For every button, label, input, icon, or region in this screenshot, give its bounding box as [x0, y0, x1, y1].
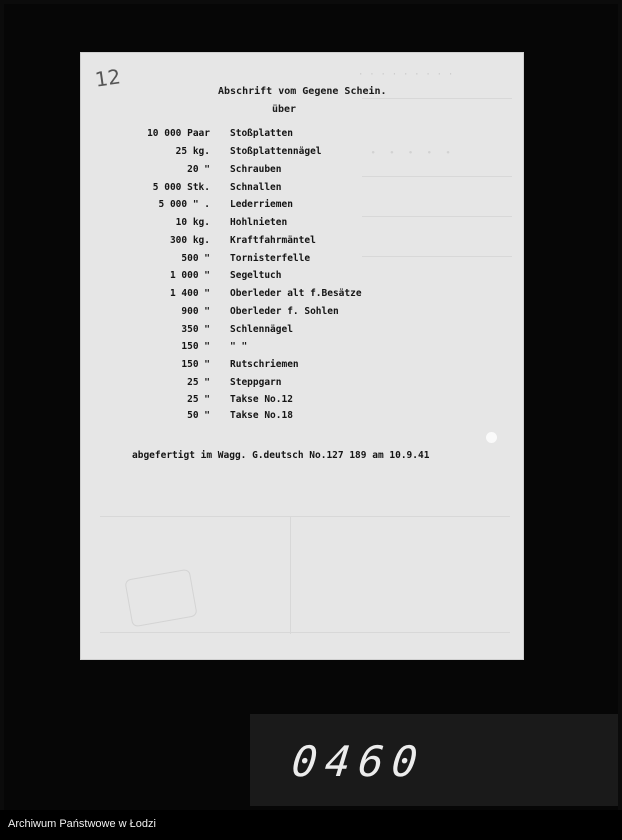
- archive-label: Archiwum Państwowe w Łodzi: [8, 818, 156, 830]
- item-name: Tornisterfelle: [230, 253, 311, 264]
- list-item: [0, 146, 622, 160]
- item-quantity: 900 ": [181, 306, 210, 317]
- list-item: [0, 359, 622, 373]
- item-quantity: 300 kg.: [169, 235, 210, 246]
- item-quantity: 25 kg.: [175, 146, 210, 157]
- list-item: [0, 199, 622, 213]
- list-item: [0, 253, 622, 267]
- item-name: Schnallen: [230, 182, 282, 193]
- list-item: [0, 128, 622, 142]
- list-item: [0, 377, 622, 391]
- item-name: Takse No.12: [230, 394, 293, 405]
- item-quantity: 10 kg.: [175, 217, 210, 228]
- item-name: Hohlnieten: [230, 217, 288, 228]
- punch-hole: [486, 432, 497, 443]
- item-quantity: 25 ": [187, 394, 210, 405]
- film-counter: 0460: [289, 737, 428, 786]
- item-name: Takse No.18: [230, 410, 293, 421]
- bleed-line: [100, 516, 510, 517]
- document-title: Abschrift vom Gegene Schein.: [218, 86, 387, 97]
- item-name: Segeltuch: [230, 270, 282, 281]
- list-item: [0, 235, 622, 249]
- item-quantity: 1 000 ": [169, 270, 210, 281]
- item-name: Stoßplattennägel: [230, 146, 322, 157]
- list-item: [0, 288, 622, 302]
- item-quantity: 20 ": [187, 164, 210, 175]
- document-page: [80, 52, 524, 660]
- item-quantity: 150 ": [181, 341, 210, 352]
- item-quantity: 150 ": [181, 359, 210, 370]
- document-subtitle: über: [272, 104, 297, 115]
- item-name: Lederriemen: [230, 199, 293, 210]
- dispatch-note: abgefertigt im Wagg. G.deutsch No.127 189 am 10.9.41: [132, 450, 430, 461]
- list-item: [0, 217, 622, 231]
- list-item: [0, 410, 622, 424]
- item-name: Rutschriemen: [230, 359, 299, 370]
- item-quantity: 350 ": [181, 324, 210, 335]
- bleed-line: [362, 98, 512, 99]
- list-item: [0, 270, 622, 284]
- item-name: Stoßplatten: [230, 128, 293, 139]
- item-quantity: 25 ": [187, 377, 210, 388]
- item-name: Schrauben: [230, 164, 282, 175]
- list-item: [0, 164, 622, 178]
- list-item: [0, 182, 622, 196]
- list-item: [0, 341, 622, 355]
- item-name: Schlennägel: [230, 324, 293, 335]
- item-quantity: 10 000 Paar: [147, 128, 210, 139]
- item-quantity: 5 000 " .: [158, 199, 210, 210]
- item-name: Oberleder f. Sohlen: [230, 306, 339, 317]
- bleed-line: [290, 516, 291, 634]
- bleed-through-heading: · · · · ·: [370, 140, 455, 164]
- item-quantity: 5 000 Stk.: [152, 182, 210, 193]
- item-quantity: 500 ": [181, 253, 210, 264]
- list-item: [0, 394, 622, 408]
- list-item: [0, 306, 622, 320]
- item-name: Kraftfahrmäntel: [230, 235, 316, 246]
- bleed-through-text: · · · · · · · · ·: [358, 70, 454, 80]
- page-number: 12: [93, 64, 122, 92]
- list-item: [0, 324, 622, 338]
- item-quantity: 1 400 ": [169, 288, 210, 299]
- item-name: " ": [230, 341, 248, 352]
- item-quantity: 50 ": [187, 410, 210, 421]
- item-name: Oberleder alt f.Besätze: [230, 288, 362, 299]
- bleed-line: [100, 632, 510, 633]
- item-name: Steppgarn: [230, 377, 282, 388]
